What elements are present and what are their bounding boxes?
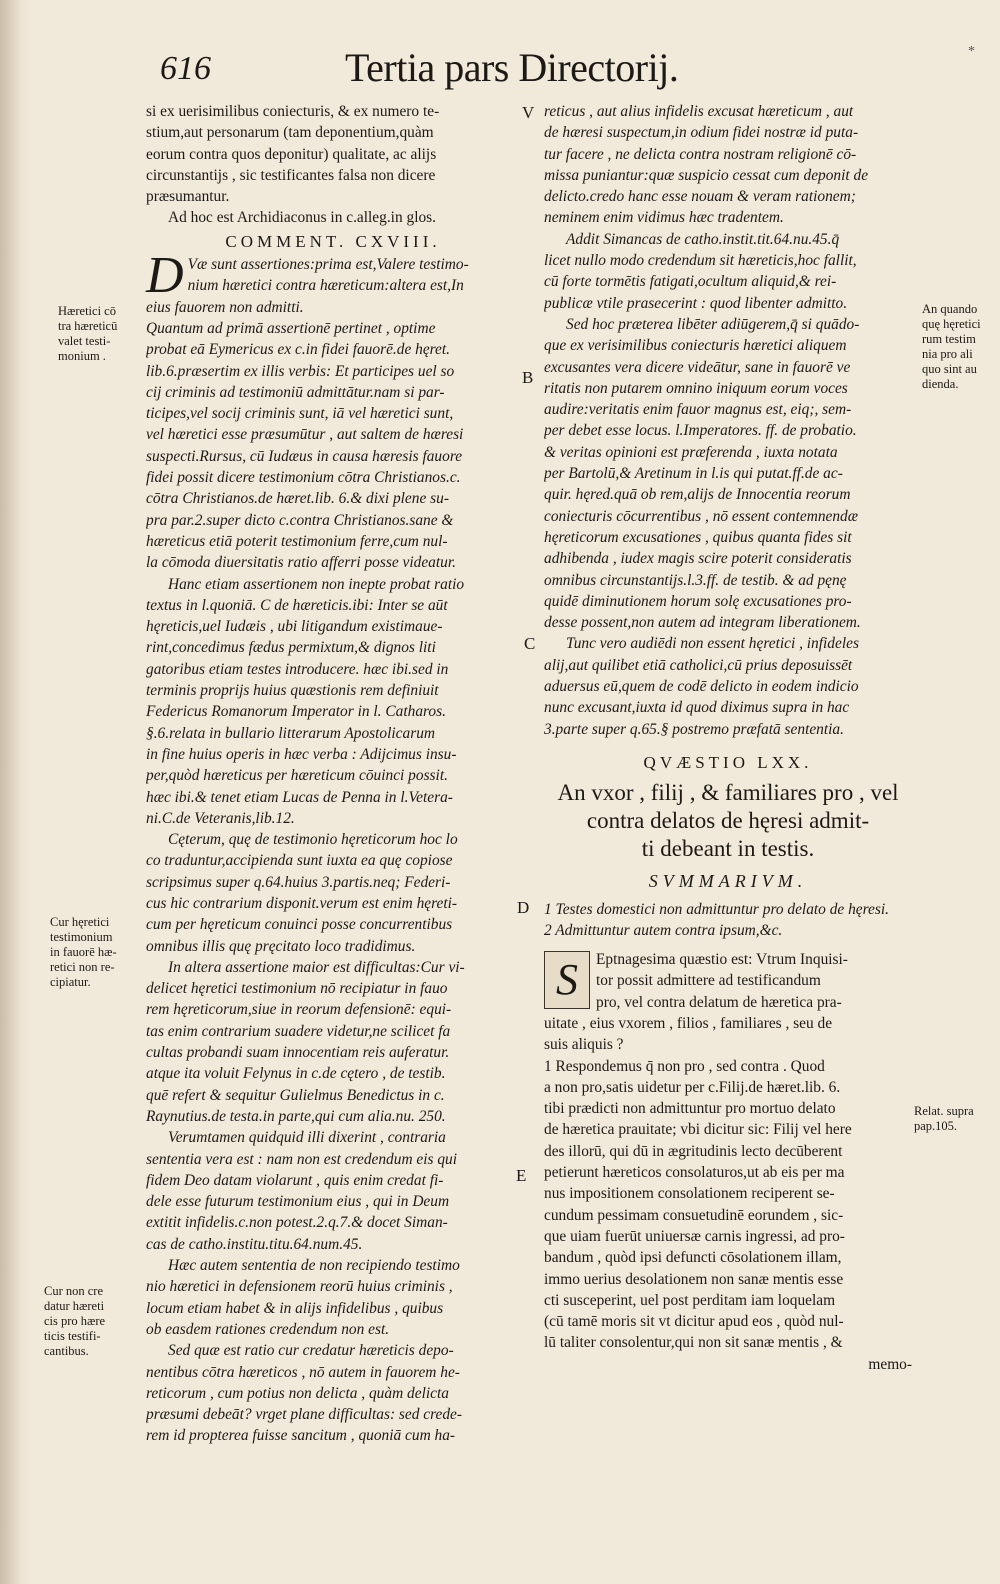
quaestio-title bbox=[544, 779, 912, 863]
text-line: cum per hęreticum conuinci posse concurrentibus bbox=[146, 916, 453, 934]
text-line: extitit infidelis.c.non potest.2.q.7.& docet Siman- bbox=[146, 1214, 448, 1232]
summarium-heading: SVMMARIVM. bbox=[648, 871, 808, 892]
text-line: cij criminis ad testimoniū admittātur.nam si par- bbox=[146, 383, 445, 401]
text-line: uitate , eius vxorem , filios , familiares , seu de bbox=[544, 1014, 833, 1032]
text-line: licet nullo modo credendum sit hæreticis,hoc fallit, bbox=[544, 252, 857, 270]
margin-note-right bbox=[914, 1104, 1000, 1134]
first-paragraph bbox=[146, 247, 520, 318]
text-line: ob easdem rationes credendum non est. bbox=[146, 1320, 390, 1338]
text-line: co traduntur,accipienda sunt iuxta ea quę copiose bbox=[146, 852, 453, 870]
margin-note-line: An quando bbox=[922, 302, 978, 316]
text-line: omnibus circunstantijs.l.3.ff. de testib. & ad pęnę bbox=[544, 571, 847, 589]
margin-note-line: quo sint au bbox=[922, 362, 977, 376]
margin-note-line: cipiatur. bbox=[50, 975, 91, 989]
margin-note-right bbox=[922, 302, 1000, 392]
text-line: cultas probandi suam innocentiam reis auferatur. bbox=[146, 1044, 450, 1062]
text-line: fidem Deo datam violarunt , quis enim credat fi- bbox=[146, 1171, 444, 1189]
text-line: adhibenda , iudex magis scire poterit consideratis bbox=[544, 550, 852, 568]
text-line: immo uerius desolationem non sanæ mentis esse bbox=[544, 1270, 844, 1288]
text-line: rint,concedimus fædus permixtum,& dignos liti bbox=[146, 639, 436, 657]
text-line: per debet esse locus. l.Imperatores. ff. de probatio. bbox=[544, 422, 857, 440]
text-line: hæc ibi.& tenet etiam Lucas de Penna in l.Vetera- bbox=[146, 788, 453, 806]
text-line: terminis proprijs huius quæstionis rem definiuit bbox=[146, 682, 439, 700]
text-line: Sed quæ est ratio cur credatur hæreticis depo- bbox=[168, 1342, 454, 1360]
text-line: Hanc etiam assertionem non inepte probat ratio bbox=[168, 575, 465, 593]
intro-block bbox=[146, 101, 520, 207]
margin-note-line: quę hęretici bbox=[922, 317, 981, 331]
margin-note-line: tra hæreticū bbox=[58, 319, 118, 333]
text-line: cōtra Christianos.de hæret.lib. 6.& dixi plene su- bbox=[146, 490, 449, 508]
text-line: quē refert & sequitur Gulielmus Benedictus in c. bbox=[146, 1086, 445, 1104]
text-line: neminem enim vidimus hæc tradentem. bbox=[544, 209, 784, 227]
text-line: & veritas opinioni est præferenda , iuxta notata bbox=[544, 443, 838, 461]
page-gutter-shadow bbox=[0, 0, 30, 1584]
margin-note-line: in fauorē hæ- bbox=[50, 945, 117, 959]
section-letter-d: D bbox=[517, 898, 530, 917]
text-line: cas de catho.institu.titu.64.num.45. bbox=[146, 1235, 363, 1253]
commentary-continuation bbox=[544, 101, 912, 740]
margin-note-line: cantibus. bbox=[44, 1344, 89, 1358]
text-line: a non pro,satis uidetur per c.Filij.de hæret.lib. 6. bbox=[544, 1078, 841, 1096]
section-letter-b: B bbox=[522, 368, 534, 387]
text-line: desse possent,non autem ad integram liberationem. bbox=[544, 614, 861, 632]
archidiaconus-line: Ad hoc est Archidiaconus in c.alleg.in glos. bbox=[168, 209, 436, 227]
text-line: Quantum ad primā assertionē pertinet , optime bbox=[146, 319, 436, 337]
summarium-list bbox=[544, 899, 912, 942]
text-line: lū taliter consolentur,qui non sit sanæ mentis , & bbox=[544, 1334, 843, 1352]
text-line: nentibus cōtra hæreticos , nō autem in fauorem he- bbox=[146, 1363, 460, 1381]
text-line: petierunt hæreticos consolaturos,ut ab eis per ma bbox=[544, 1164, 845, 1182]
text-line: aduersus eū,quem de codē delicto in eodem indicio bbox=[544, 678, 859, 696]
text-line: vel hæretici esse præsumūtur , aut saltem de hæresi bbox=[146, 426, 464, 444]
title-line: contra delatos de hęresi admit- bbox=[586, 808, 870, 834]
text-line: missa puniantur:quæ suspicio cessat cum deponit de bbox=[544, 166, 869, 184]
text-line: sententia vera est : nam non est credendum eis qui bbox=[146, 1150, 458, 1168]
text-line: præsumantur. bbox=[146, 188, 230, 206]
text-line: cū forte tormētis fatigati,ocultum aliquid,& rei- bbox=[544, 273, 837, 291]
corner-mark: * bbox=[968, 44, 975, 59]
margin-note-line: pap.105. bbox=[914, 1119, 958, 1133]
text-line: eius fauorem non admitti. bbox=[146, 298, 304, 316]
margin-note-left bbox=[50, 915, 117, 990]
text-line: delicto.credo hanc esse nouam & veram rationem; bbox=[544, 188, 856, 206]
margin-note-line: Cur non cre bbox=[44, 1284, 104, 1298]
text-line: circunstantijs , sic testificantes falsa non dicere bbox=[146, 166, 436, 184]
text-line: Sed hoc præterea libēter adiūgerem,q̄ si quādo- bbox=[566, 315, 860, 333]
margin-note-line: nia pro ali bbox=[922, 347, 973, 361]
text-line: quidē diminutionem horum solę excusationes pro- bbox=[544, 592, 852, 610]
page-header bbox=[160, 44, 680, 94]
margin-note-line: retici non re- bbox=[50, 960, 115, 974]
commentary-body bbox=[146, 318, 520, 1447]
text-line: Raynutius.de testa.in parte,qui cum alia.nu. 250. bbox=[146, 1107, 446, 1125]
text-line: suspecti.Rursus, cū Iudæus in causa hæresis fauore bbox=[146, 447, 463, 465]
text-line: rem hęreticorum,siue in reorum defensionē: equi- bbox=[146, 1001, 452, 1019]
margin-note-line: Cur hęretici bbox=[50, 915, 110, 929]
text-line: des illorū, qui dū in ægritudinis lecto decūberent bbox=[544, 1142, 843, 1160]
comment-heading: COMMENT. CXVIII. bbox=[225, 231, 441, 251]
question-paragraph bbox=[544, 949, 912, 1055]
text-line: nunc excusant,iuxta id quod diximus supra in hac bbox=[544, 699, 850, 717]
text-line: Addit Simancas de catho.instit.tit.64.nu.45.q̄ bbox=[566, 230, 840, 248]
text-line: Federicus Romanorum Imperator in l. Catharos. bbox=[146, 703, 446, 721]
text-line: (cū tamē moris sit vt dicitur apud eos , quòd nul- bbox=[544, 1313, 844, 1331]
text-line: Tunc vero audiēdi non essent hęretici , infideles bbox=[566, 635, 859, 653]
margin-note-line: rum testim bbox=[922, 332, 976, 346]
text-line: pra par.2.super dicto c.contra Christianos.sane & bbox=[146, 511, 454, 529]
text-line: publicæ vtile prasecerint : quod libenter admitto. bbox=[544, 294, 848, 312]
text-line: Verumtamen quidquid illi dixerint , contraria bbox=[168, 1129, 446, 1147]
summarium-item: 1 Testes domestici non admittuntur pro delato de hęresi. bbox=[544, 900, 889, 918]
section-letter-e: E bbox=[516, 1166, 527, 1185]
margin-note-line: testimonium bbox=[50, 930, 113, 944]
title-line: An vxor , filij , & familiares pro , vel bbox=[557, 780, 899, 806]
text-line: que uiam fuerūt uniuersæ carnis ingressi, ad pro- bbox=[544, 1227, 845, 1245]
text-line: ticipes,vel socij criminis sunt, iā vel hæretici sunt, bbox=[146, 405, 454, 423]
text-line: per Bartolū,& Aretinum in l.is qui putat.ff.de ac- bbox=[544, 465, 843, 483]
running-title: Tertia pars Directorij. bbox=[345, 45, 679, 90]
section-letter-c: C bbox=[524, 634, 536, 653]
text-line: probat eā Eymericus ex c.in fidei fauorē.de hęret. bbox=[146, 341, 451, 359]
text-line: reticorum , cum potius non delicta , quàm delicta bbox=[146, 1384, 449, 1402]
summarium-item: 2 Admittuntur autem contra ipsum,&c. bbox=[544, 921, 783, 939]
text-line: stium,aut personarum (tam deponentium,quàm bbox=[146, 124, 434, 142]
text-line: ni.C.de Veteranis,lib.12. bbox=[146, 809, 295, 827]
text-line: dele esse futurum testimonium eius , qui in Deum bbox=[146, 1193, 450, 1211]
text-line: hęreticorum excusationes , quibus quanta fides sit bbox=[544, 528, 852, 546]
margin-note-line: Hæretici cō bbox=[58, 304, 116, 318]
left-text-column bbox=[146, 101, 520, 1447]
section-letter-v: V bbox=[522, 103, 535, 122]
text-line: coniecturis cōcurrentibus , nō essent contemnendæ bbox=[544, 507, 859, 525]
text-line: suis aliquis ? bbox=[544, 1036, 624, 1054]
text-line: cundum pessimam consuetudinē eorundem , sic- bbox=[544, 1206, 844, 1224]
drop-cap-s: S bbox=[544, 951, 590, 1009]
text-line: In altera assertione maior est difficultas:Cur vi- bbox=[168, 958, 465, 976]
margin-note-line: valet testi- bbox=[58, 334, 111, 348]
text-line: scripsimus super q.64.huius 3.partis.neq; Federi- bbox=[146, 873, 451, 891]
text-line: eorum contra quos deponitur) qualitate, ac alijs bbox=[146, 145, 437, 163]
text-line: §.6.relata in bullario litterarum Apostolicarum bbox=[146, 724, 436, 742]
text-line: quir. hęred.quā ob rem,alijs de Innocentia reorum bbox=[544, 486, 851, 504]
drop-cap-d: D bbox=[146, 247, 184, 305]
text-line: nus impositionem consolationem reciperent se- bbox=[544, 1185, 835, 1203]
text-line: locum etiam habet & in alijs infidelibus , quibus bbox=[146, 1299, 444, 1317]
text-line: la cōmoda diuersitatis ratio afferri posse videatur. bbox=[146, 554, 456, 572]
margin-note-line: datur hæreti bbox=[44, 1299, 105, 1313]
text-line: gatoribus etiam testes introducere. hæc ibi.sed in bbox=[146, 660, 449, 678]
margin-note-left bbox=[58, 304, 117, 364]
text-line: Væ sunt assertiones:prima est,Valere testimo- bbox=[187, 256, 469, 274]
text-line: hæreticus etiā poterit testimonium ferre,cum nul- bbox=[146, 532, 448, 550]
margin-note-line: monium . bbox=[58, 349, 106, 363]
margin-note-line: ticis testifi- bbox=[44, 1329, 101, 1343]
text-line: præsumi debeāt? vrget plane difficultas: sed crede- bbox=[146, 1406, 463, 1424]
text-line: audire:veritatis enim fauor magnus est, eiq;, sem- bbox=[544, 401, 852, 419]
text-line: lib.6.præsertim ex illis verbis: Et participes uel so bbox=[146, 362, 455, 380]
catchword: memo- bbox=[868, 1355, 912, 1373]
text-line: nio hæretici in defensionem reorū huius criminis , bbox=[146, 1278, 453, 1296]
text-line: rem id propterea fuisse sancitum , quoniā cum ha- bbox=[146, 1427, 456, 1445]
margin-note-line: dienda. bbox=[922, 377, 959, 391]
text-line: textus in l.quoniā. C de hæreticis.ibi: Inter se aūt bbox=[146, 596, 448, 614]
text-line: Hæc autem sententia de non recipiendo testimo bbox=[168, 1257, 460, 1275]
text-line: tor possit admittere ad testificandum bbox=[596, 972, 821, 990]
text-line: tur facere , ne delicta contra nostram religionē cō- bbox=[544, 145, 857, 163]
text-line: excusantes vera dicere videātur, sane in fauorē ve bbox=[544, 358, 851, 376]
text-line: cus hic contrarium disponit.verum est enim hęreti- bbox=[146, 894, 458, 912]
text-line: ritatis non putarem omnino iniquum eorum voces bbox=[544, 379, 848, 397]
text-line: per,quòd hæreticus per hæreticum cōuinci possit. bbox=[146, 767, 448, 785]
text-line: pro, vel contra delatum de hæretica pra- bbox=[596, 993, 842, 1011]
margin-note-line: cis pro hære bbox=[44, 1314, 106, 1328]
text-line: de hæresi suspectum,in odium fidei nostræ id puta- bbox=[544, 124, 859, 142]
quaestio-heading: QVÆSTIO LXX. bbox=[643, 752, 813, 772]
text-line: in fine huius operis in hæc verba : Adijcimus insu- bbox=[146, 745, 457, 763]
text-line: tas enim contrarium suadere videtur,ne scilicet fa bbox=[146, 1022, 451, 1040]
text-line: atque ita voluit Felynus in c.de cętero , de testib. bbox=[146, 1065, 446, 1083]
text-line: tibi prædicti non admittuntur pro mortuo delato bbox=[544, 1100, 836, 1118]
answer-paragraph bbox=[544, 1056, 912, 1375]
text-line: alij,aut quilibet etiā catholici,cū prius deposuissēt bbox=[544, 656, 853, 674]
text-line: de hæretica prauitate; vbi dicitur sic: Filij vel here bbox=[544, 1121, 852, 1139]
text-line: reticus , aut alius infidelis excusat hæreticum , aut bbox=[544, 103, 854, 120]
margin-note-line: Relat. supra bbox=[914, 1104, 974, 1118]
text-line: omnibus illis quę pręcitato loco tradidimus. bbox=[146, 937, 416, 955]
page-number: 616 bbox=[160, 50, 211, 87]
text-line: delicet hęretici testimonium nō recipiatur in fauo bbox=[146, 980, 448, 998]
text-line: que ex verisimilibus coniecturis hæretici aliquem bbox=[544, 337, 847, 355]
text-line: fidei possit dicere testimonium cōtra Christianos.c. bbox=[146, 469, 461, 487]
margin-note-left bbox=[44, 1284, 105, 1359]
right-text-column bbox=[544, 101, 912, 1375]
text-line: 1 Respondemus q̄ non pro , sed contra . Quod bbox=[544, 1057, 825, 1075]
text-line: cti susceperint, uel post perditam iam loquelam bbox=[544, 1291, 836, 1309]
text-line: bandum , quòd ipsi defuncti cōsolationem illam, bbox=[544, 1249, 842, 1267]
text-line: 3.parte super q.65.§ postremo præfatā sententia. bbox=[544, 720, 844, 738]
text-line: nium hæretici contra hæreticum:altera est,In bbox=[187, 277, 464, 295]
text-line: Eptnagesima quæstio est: Vtrum Inquisi- bbox=[596, 951, 848, 969]
text-line: hęreticis,uel Iudæis , ubi litigandum existimaue- bbox=[146, 618, 443, 636]
text-line: si ex uerisimilibus coniecturis, & ex numero te- bbox=[146, 103, 440, 120]
title-line: ti debeant in testis. bbox=[641, 836, 815, 862]
text-line: Cęterum, quę de testimonio hęreticorum hoc lo bbox=[168, 831, 458, 849]
